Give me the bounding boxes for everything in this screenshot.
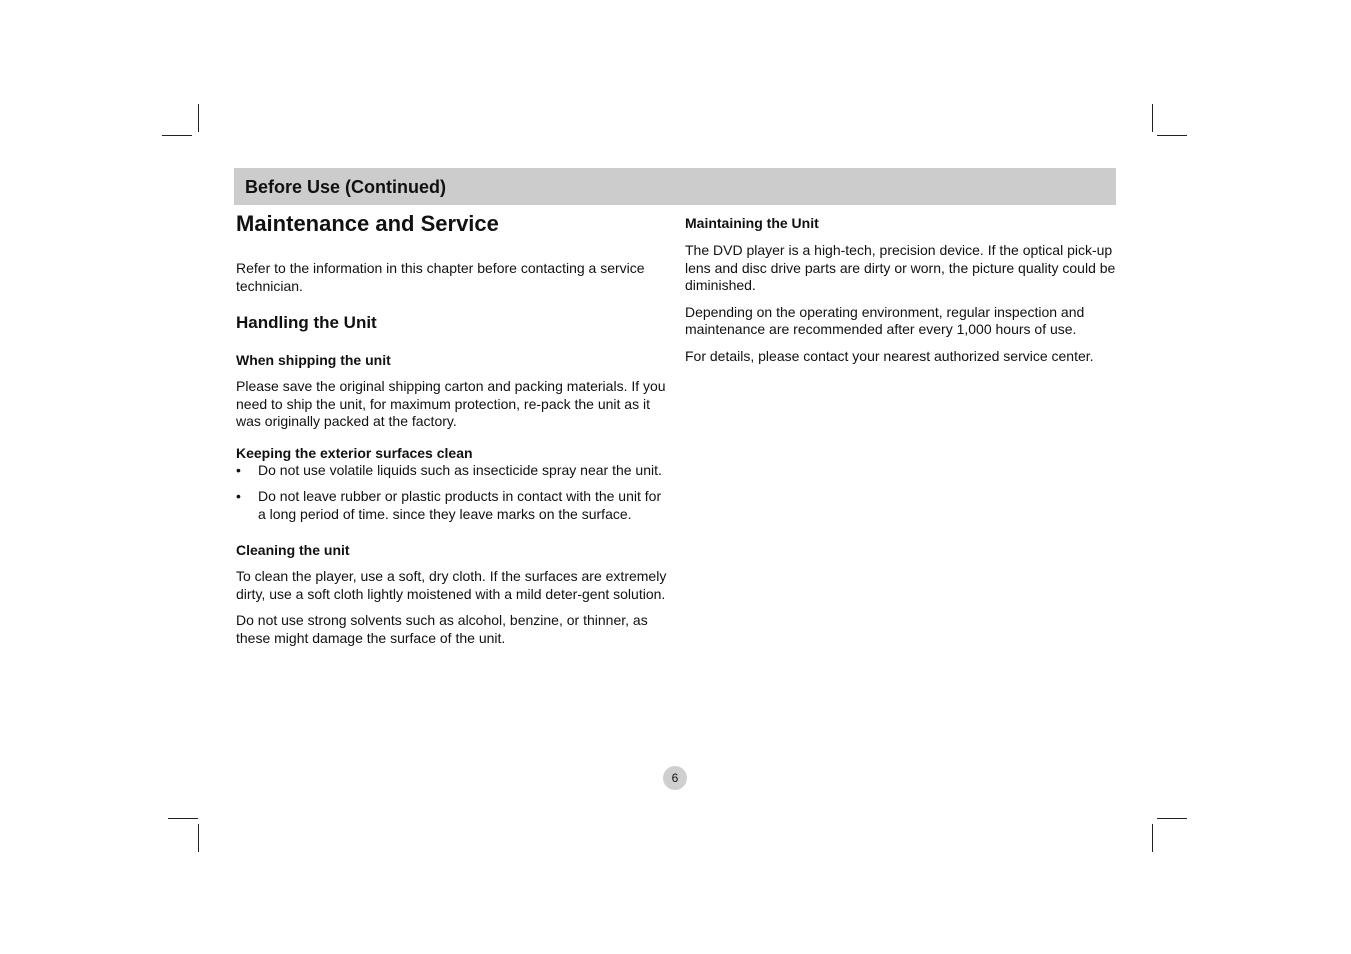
shipping-subtitle: When shipping the unit <box>236 352 391 368</box>
right-column <box>685 205 1117 365</box>
cleaning-paragraph-2: Do not use strong solvents such as alcohol, benzine, or thinner, as these might damage the surface of the unit. <box>236 612 648 646</box>
crop-mark-top-right-h <box>1157 135 1187 136</box>
list-item <box>236 488 668 523</box>
maintaining-paragraph-2: Depending on the operating environment, regular inspection and maintenance are recommended after every 1,000 hours of use. <box>685 303 1085 337</box>
bullet-text: Do not use volatile liquids such as insecticide spray near the unit. <box>258 461 662 478</box>
bullet-text: Do not leave rubber or plastic products in contact with the unit for a long period of time. since they leave marks on the surface. <box>258 488 662 522</box>
bullet-icon: • <box>236 488 241 504</box>
page-number-badge: 6 <box>663 766 687 790</box>
crop-mark-top-left-h <box>162 135 192 136</box>
maintaining-paragraph-3: For details, please contact your nearest authorized service center. <box>685 347 1094 364</box>
maintaining-subtitle: Maintaining the Unit <box>685 215 819 231</box>
cleaning-subtitle: Cleaning the unit <box>236 542 350 558</box>
crop-mark-top-right-v <box>1152 104 1153 132</box>
page-title: Maintenance and Service <box>236 211 499 236</box>
left-column <box>236 205 668 647</box>
crop-mark-bottom-right-v <box>1152 824 1153 852</box>
shipping-paragraph: Please save the original shipping carton and packing materials. If you need to ship the unit, for maximum protection, re-pack the unit as it was originally packed at the factory. <box>236 378 666 429</box>
section-header-bar <box>234 168 1116 205</box>
handling-section-title: Handling the Unit <box>236 313 377 332</box>
crop-mark-bottom-left-v <box>198 824 199 852</box>
maintaining-paragraph-1: The DVD player is a high-tech, precision device. If the optical pick-up lens and disc drive parts are dirty or worn, the picture quality could be diminished. <box>685 242 1116 293</box>
crop-mark-bottom-right-h <box>1157 818 1187 819</box>
section-header-label: Before Use (Continued) <box>245 177 447 197</box>
cleaning-paragraph-1: To clean the player, use a soft, dry cloth. If the surfaces are extremely dirty, use a soft cloth lightly moistened with a mild deter-gent solution. <box>236 568 667 602</box>
crop-mark-bottom-left-h <box>168 818 198 819</box>
exterior-subtitle: Keeping the exterior surfaces clean <box>236 444 473 461</box>
exterior-bullet-list <box>236 462 668 524</box>
intro-paragraph: Refer to the information in this chapter before contacting a service technician. <box>236 260 645 294</box>
bullet-icon: • <box>236 461 241 478</box>
list-item <box>236 462 668 480</box>
crop-mark-top-left-v <box>198 104 199 132</box>
